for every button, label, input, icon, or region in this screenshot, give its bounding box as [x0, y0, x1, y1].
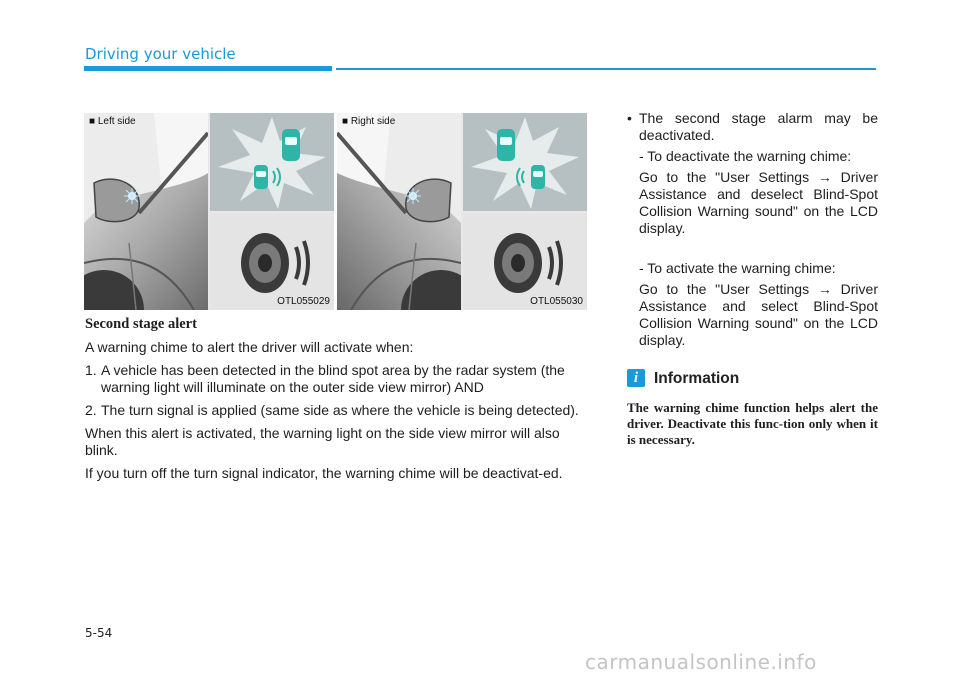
item-number: 2. [85, 402, 97, 418]
activate-steps: Go to the "User Settings → Driver Assistance and select Blind-Spot Collision Warning sound" on the LCD display. [639, 281, 878, 348]
numbered-item [85, 362, 586, 396]
item-number: 1. [85, 362, 97, 378]
figure-left-side [84, 113, 334, 310]
bullet-marker: • [627, 110, 632, 126]
watermark: carmanualsonline.info [585, 650, 817, 674]
figure-code: OTL055029 [277, 296, 330, 307]
side-mirror-illustration [337, 113, 461, 310]
section-title: Driving your vehicle [85, 45, 236, 63]
information-title: Information [654, 369, 740, 387]
subsection-heading: Second stage alert [85, 316, 197, 332]
radar-detection-illustration [463, 113, 587, 211]
paragraph: When this alert is activated, the warning light on the side view mirror will also blink. [85, 425, 560, 458]
deactivate-title: - To deactivate the warning chime: [639, 148, 852, 164]
info-icon: i [627, 369, 645, 387]
figure-label: ■ Left side [89, 116, 136, 127]
bullet-text: The second stage alarm may be deactivated. [639, 110, 878, 143]
left-column [85, 316, 586, 488]
figure-right-side [337, 113, 587, 310]
deactivate-steps: Go to the "User Settings → Driver Assistance and deselect Blind-Spot Collision Warning sound" on the LCD display. [639, 169, 878, 236]
intro-paragraph: A warning chime to alert the driver will activate when: [85, 339, 414, 355]
information-box-header [627, 369, 878, 387]
header-rule-thick [84, 66, 332, 71]
paragraph: If you turn off the turn signal indicator, the warning chime will be deactivat-ed. [85, 465, 563, 481]
page-number: 5-54 [85, 626, 113, 640]
radar-detection-illustration [210, 113, 334, 211]
side-mirror-illustration [84, 113, 208, 310]
header-rule-thin [336, 68, 876, 70]
item-text: A vehicle has been detected in the blind spot area by the radar system (the warning light will illuminate on the outer side view mirror) AND [101, 362, 565, 395]
figure-code: OTL055030 [530, 296, 583, 307]
item-text: The turn signal is applied (same side as where the vehicle is being detected). [101, 402, 579, 418]
bullet-item [627, 110, 878, 144]
information-text: The warning chime function helps alert the driver. Deactivate this func-tion only when it is necessary. [627, 400, 878, 447]
figure-label: ■ Right side [342, 116, 396, 127]
right-column [627, 110, 878, 448]
activate-title: - To activate the warning chime: [639, 260, 836, 276]
numbered-item [85, 402, 586, 419]
